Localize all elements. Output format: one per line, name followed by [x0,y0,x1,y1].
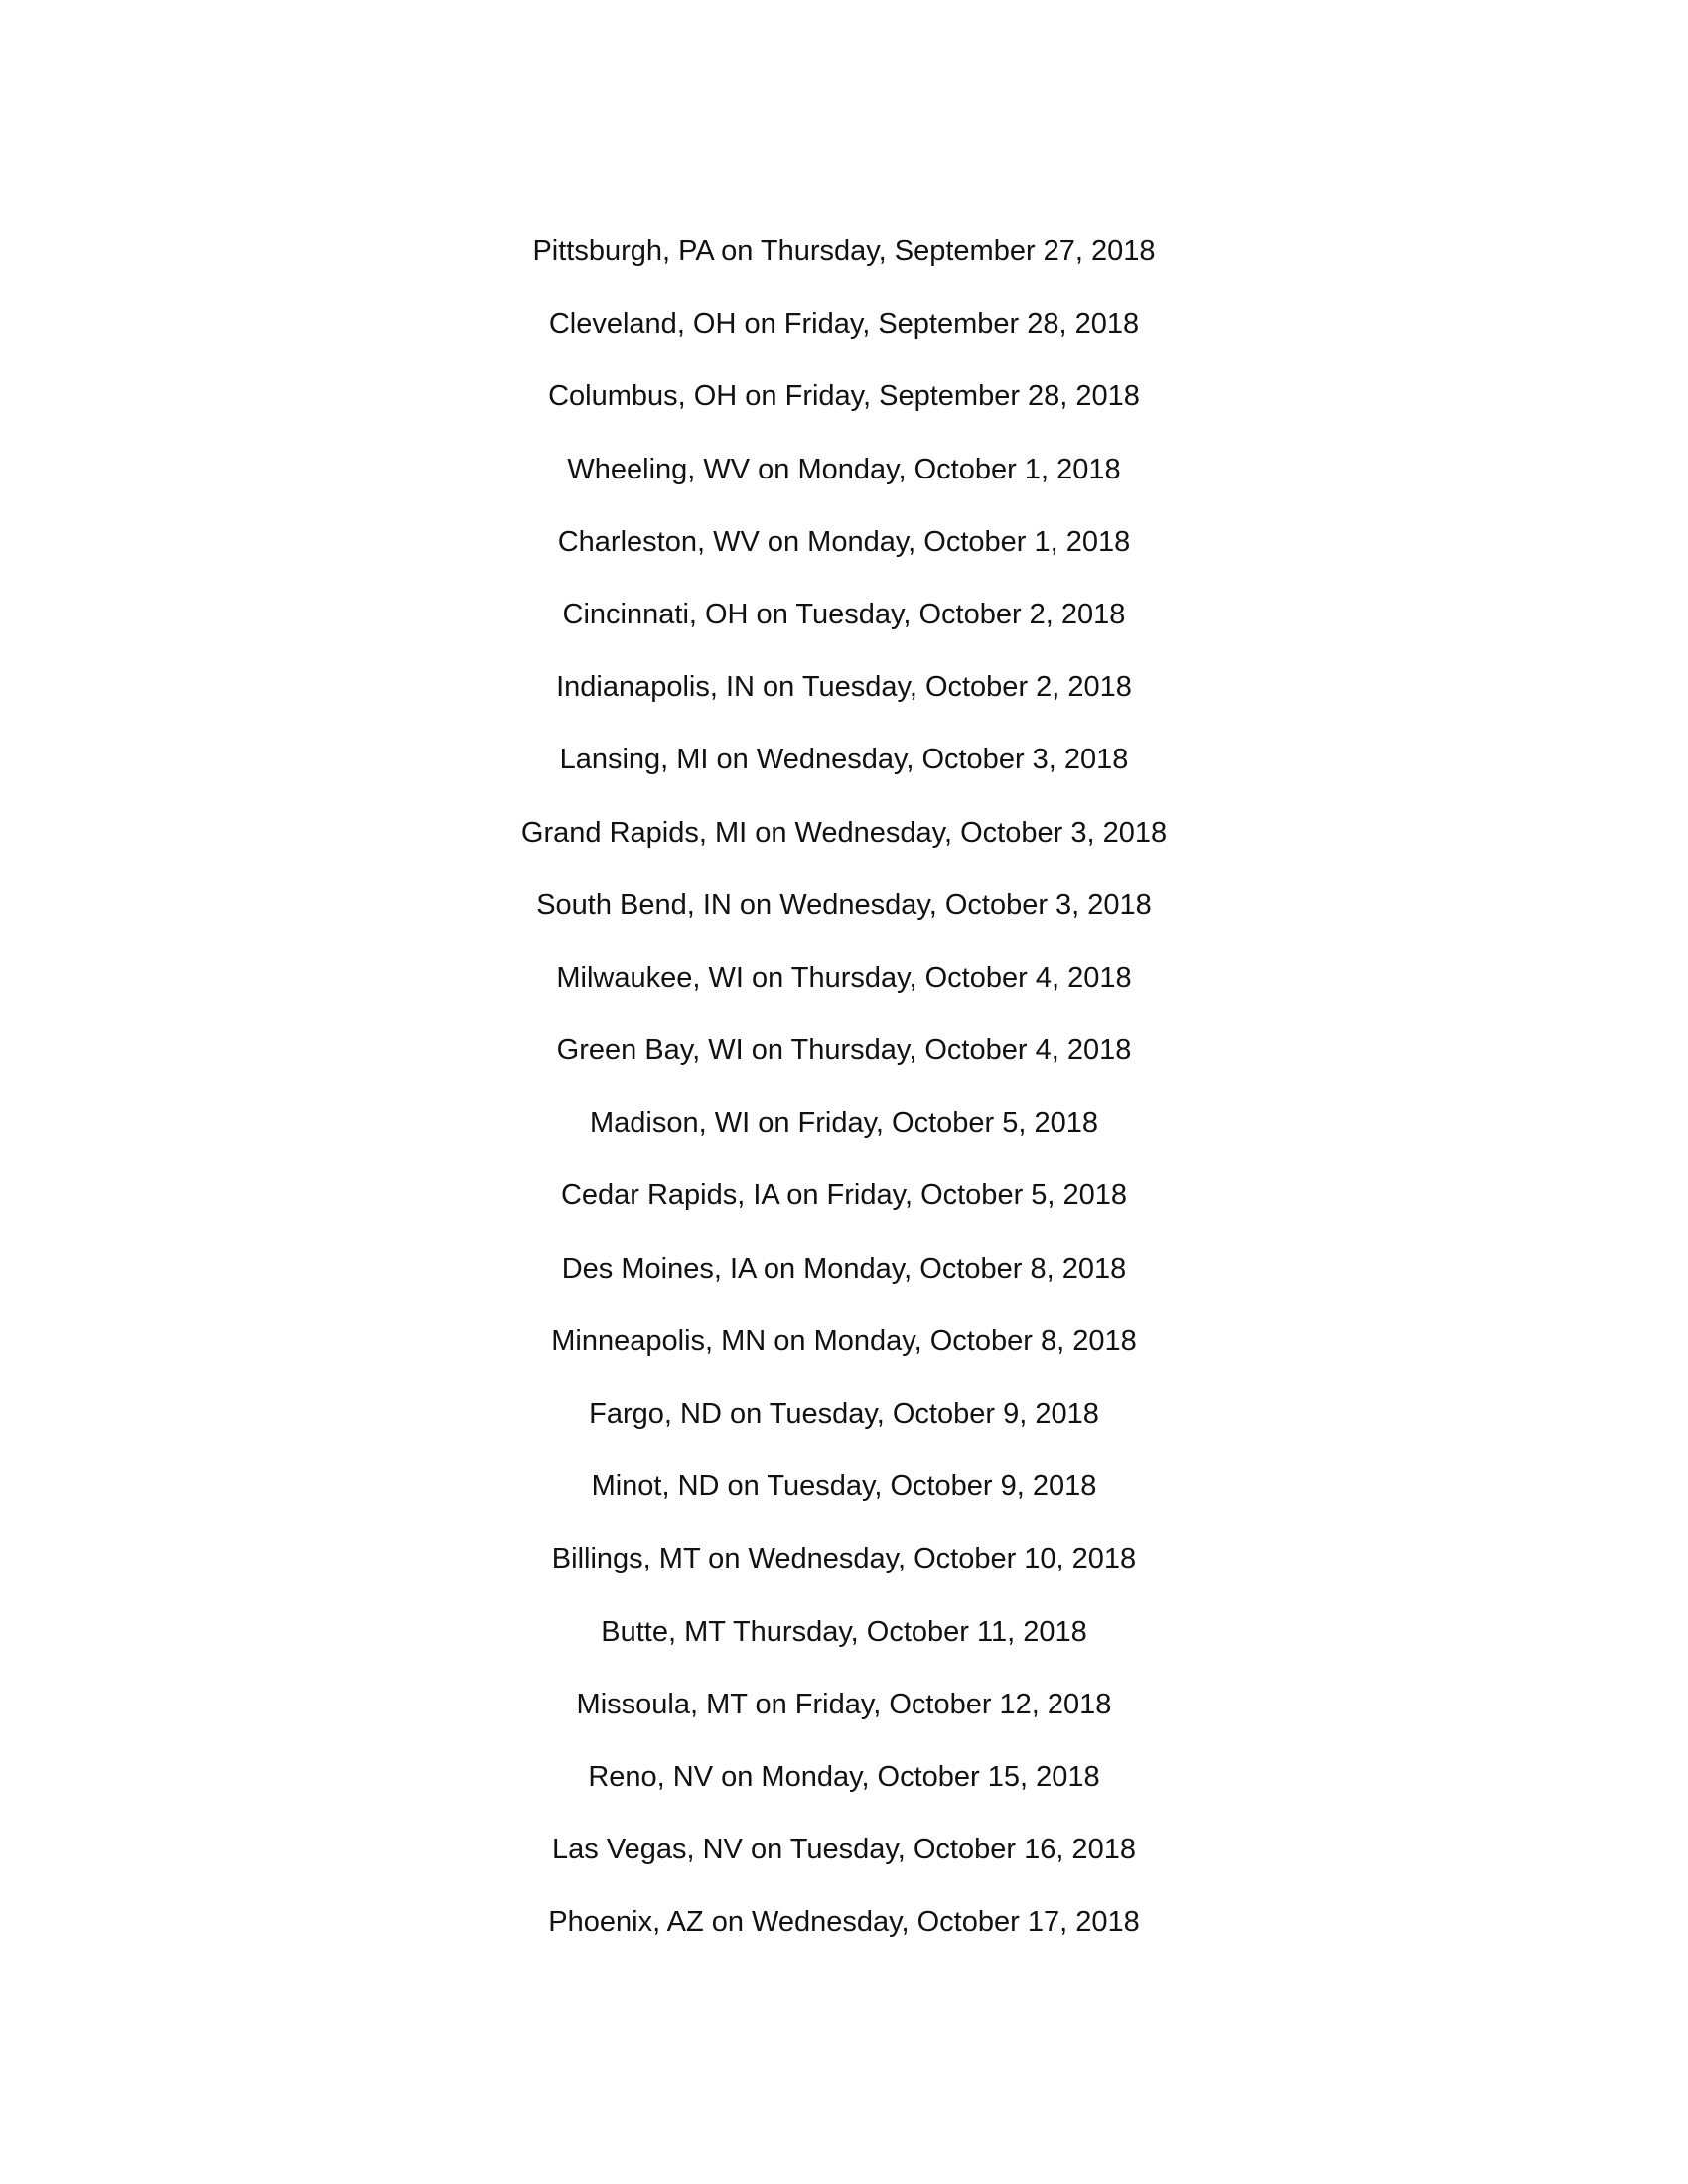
schedule-entry: Fargo, ND on Tuesday, October 9, 2018 [589,1398,1099,1430]
schedule-entry: Grand Rapids, MI on Wednesday, October 3, 2018 [520,816,1168,849]
schedule-entry: Charleston, WV on Monday, October 1, 2018 [557,525,1131,558]
schedule-entry: Milwaukee, WI on Thursday, October 4, 2018 [556,961,1132,994]
schedule-entry: Madison, WI on Friday, October 5, 2018 [589,1107,1099,1140]
schedule-entry: Indianapolis, IN on Tuesday, October 2, 2018 [556,671,1132,704]
schedule-entry: Reno, NV on Monday, October 15, 2018 [588,1760,1100,1793]
schedule-entry: Green Bay, WI on Thursday, October 4, 2018 [556,1034,1132,1067]
schedule-entry: Las Vegas, NV on Tuesday, October 16, 2018 [552,1834,1136,1866]
schedule-entry: Billings, MT on Wednesday, October 10, 2018 [551,1543,1137,1575]
schedule-entry: Minneapolis, MN on Monday, October 8, 2018 [551,1324,1137,1357]
schedule-entry: Des Moines, IA on Monday, October 8, 2018 [561,1252,1127,1285]
schedule-entry: Pittsburgh, PA on Thursday, September 27, 2018 [532,235,1156,267]
event-schedule-list [0,230,1688,1975]
schedule-entry: Columbus, OH on Friday, September 28, 2018 [548,380,1140,413]
schedule-entry: Cedar Rapids, IA on Friday, October 5, 2018 [560,1179,1128,1212]
schedule-entry: Lansing, MI on Wednesday, October 3, 2018 [559,744,1129,776]
schedule-entry: Minot, ND on Tuesday, October 9, 2018 [591,1470,1097,1503]
schedule-entry: Wheeling, WV on Monday, October 1, 2018 [567,453,1121,485]
schedule-entry: Butte, MT Thursday, October 11, 2018 [601,1615,1087,1648]
schedule-entry: Phoenix, AZ on Wednesday, October 17, 2018 [548,1906,1140,1939]
schedule-entry: Missoula, MT on Friday, October 12, 2018 [576,1688,1112,1720]
schedule-entry: Cincinnati, OH on Tuesday, October 2, 2018 [562,598,1126,630]
schedule-entry: Cleveland, OH on Friday, September 28, 2018 [548,308,1140,341]
schedule-entry: South Bend, IN on Wednesday, October 3, 2018 [536,888,1152,921]
